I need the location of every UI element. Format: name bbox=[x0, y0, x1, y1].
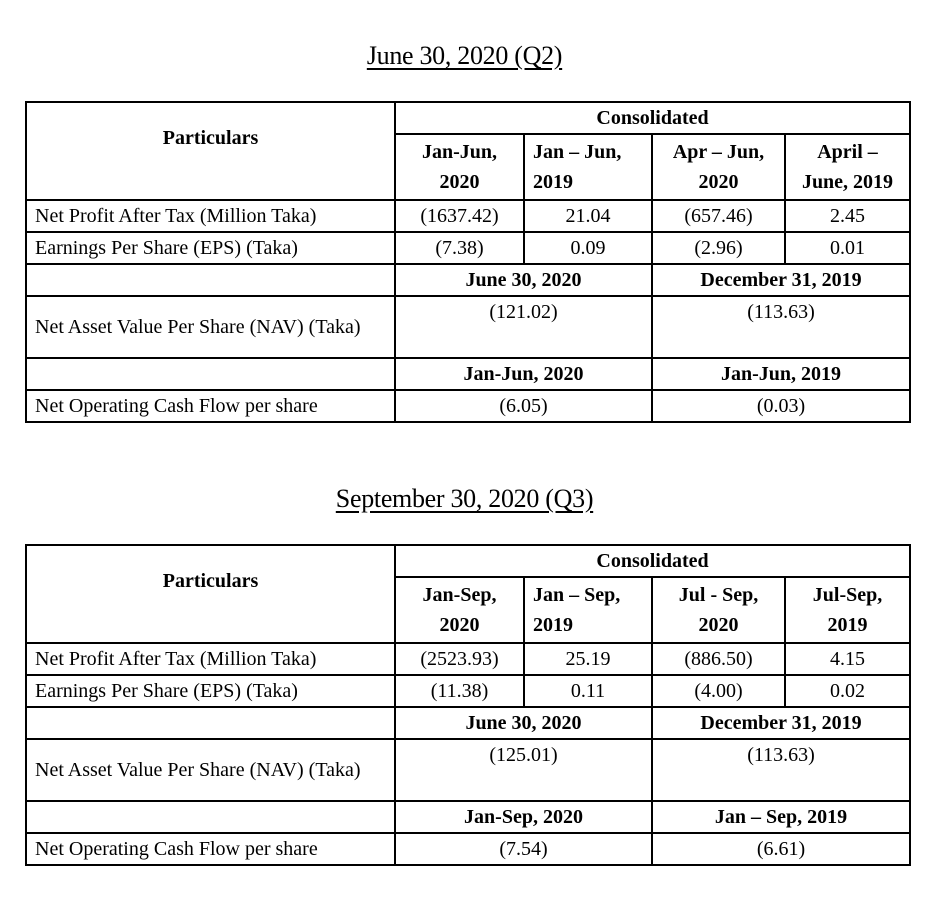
cell-value: (657.46) bbox=[652, 200, 785, 232]
row-label: Net Operating Cash Flow per share bbox=[26, 390, 395, 422]
nav-date-header: December 31, 2019 bbox=[652, 264, 910, 296]
cell-value: (6.05) bbox=[395, 390, 652, 422]
empty-cell bbox=[26, 707, 395, 739]
cell-value: 2.45 bbox=[785, 200, 910, 232]
row-label: Net Asset Value Per Share (NAV) (Taka) bbox=[26, 296, 395, 358]
cell-value: (2523.93) bbox=[395, 643, 524, 675]
cell-value: 21.04 bbox=[524, 200, 652, 232]
table-row bbox=[26, 296, 910, 358]
q3-financial-table bbox=[25, 544, 911, 866]
q2-title: June 30, 2020 (Q2) bbox=[366, 41, 563, 70]
cash-period-header: Jan – Sep, 2019 bbox=[652, 801, 910, 833]
nav-date-header: December 31, 2019 bbox=[652, 707, 910, 739]
period-header: Jan-Sep, 2020 bbox=[395, 577, 524, 643]
cell-value: (4.00) bbox=[652, 675, 785, 707]
cell-value: (886.50) bbox=[652, 643, 785, 675]
cash-period-header: Jan-Jun, 2019 bbox=[652, 358, 910, 390]
cell-value: 0.09 bbox=[524, 232, 652, 264]
cash-period-header: Jan-Jun, 2020 bbox=[395, 358, 652, 390]
q3-title: September 30, 2020 (Q3) bbox=[335, 484, 594, 513]
row-label: Net Operating Cash Flow per share bbox=[26, 833, 395, 865]
empty-cell bbox=[26, 358, 395, 390]
cell-value: 0.01 bbox=[785, 232, 910, 264]
table-row bbox=[26, 675, 910, 707]
table-row bbox=[26, 833, 910, 865]
cell-value: 4.15 bbox=[785, 643, 910, 675]
q2-financial-table bbox=[25, 101, 911, 423]
consolidated-header: Consolidated bbox=[395, 102, 910, 134]
table-row bbox=[26, 643, 910, 675]
cell-value: (1637.42) bbox=[395, 200, 524, 232]
particulars-header: Particulars bbox=[26, 545, 395, 643]
period-header: April – June, 2019 bbox=[785, 134, 910, 200]
row-label: Net Asset Value Per Share (NAV) (Taka) bbox=[26, 739, 395, 801]
cell-value: 0.02 bbox=[785, 675, 910, 707]
cell-value: (2.96) bbox=[652, 232, 785, 264]
period-header: Jul-Sep, 2019 bbox=[785, 577, 910, 643]
cell-value: (121.02) bbox=[395, 296, 652, 358]
cell-value: 0.11 bbox=[524, 675, 652, 707]
table-row bbox=[26, 739, 910, 801]
cell-value: (0.03) bbox=[652, 390, 910, 422]
consolidated-header: Consolidated bbox=[395, 545, 910, 577]
row-label: Net Profit After Tax (Million Taka) bbox=[26, 643, 395, 675]
period-header: Jan – Jun, 2019 bbox=[524, 134, 652, 200]
table-row bbox=[26, 200, 910, 232]
period-header: Apr – Jun, 2020 bbox=[652, 134, 785, 200]
cash-period-header: Jan-Sep, 2020 bbox=[395, 801, 652, 833]
cell-value: (7.38) bbox=[395, 232, 524, 264]
nav-date-header: June 30, 2020 bbox=[395, 264, 652, 296]
table-row bbox=[26, 390, 910, 422]
empty-cell bbox=[26, 801, 395, 833]
row-label: Net Profit After Tax (Million Taka) bbox=[26, 200, 395, 232]
particulars-header: Particulars bbox=[26, 102, 395, 200]
cell-value: (11.38) bbox=[395, 675, 524, 707]
nav-date-header: June 30, 2020 bbox=[395, 707, 652, 739]
row-label: Earnings Per Share (EPS) (Taka) bbox=[26, 675, 395, 707]
table-row bbox=[26, 232, 910, 264]
cell-value: 25.19 bbox=[524, 643, 652, 675]
cell-value: (113.63) bbox=[652, 296, 910, 358]
cell-value: (7.54) bbox=[395, 833, 652, 865]
period-header: Jul - Sep, 2020 bbox=[652, 577, 785, 643]
empty-cell bbox=[26, 264, 395, 296]
cell-value: (125.01) bbox=[395, 739, 652, 801]
cell-value: (113.63) bbox=[652, 739, 910, 801]
row-label: Earnings Per Share (EPS) (Taka) bbox=[26, 232, 395, 264]
period-header: Jan – Sep, 2019 bbox=[524, 577, 652, 643]
period-header: Jan-Jun, 2020 bbox=[395, 134, 524, 200]
cell-value: (6.61) bbox=[652, 833, 910, 865]
